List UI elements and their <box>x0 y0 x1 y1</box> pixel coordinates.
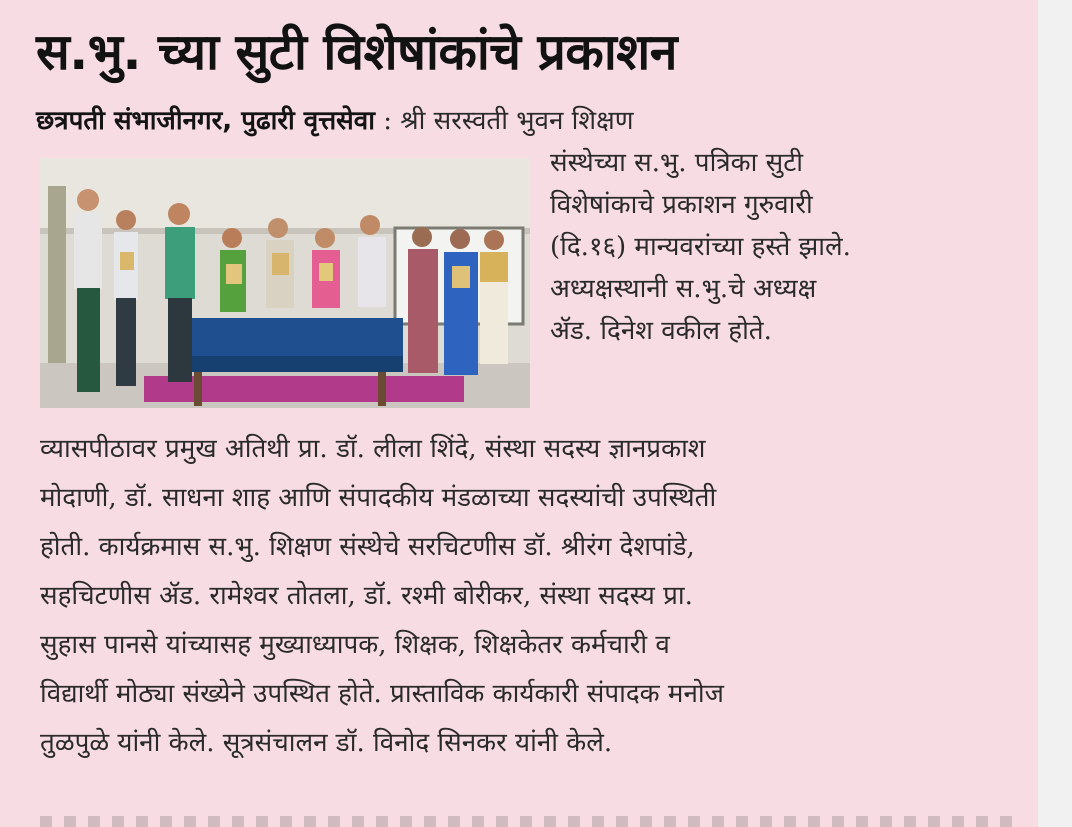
article-line-4: (दि.१६) मान्यवरांच्या हस्ते झाले. <box>550 232 851 262</box>
article-line-12: विद्यार्थी मोठ्या संख्येने उपस्थित होते. प्रास्ताविक कार्यकारी संपादक मनोज <box>40 679 724 709</box>
article-line-6: ॲड. दिनेश वकील होते. <box>550 316 772 346</box>
article-headline: स.भु. च्या सुटी विशेषांकांचे प्रकाशन <box>36 23 678 81</box>
article-line-3: विशेषांकाचे प्रकाशन गुरुवारी <box>550 190 813 220</box>
article-line-5: अध्यक्षस्थानी स.भु.चे अध्यक्ष <box>550 274 817 304</box>
article-line-11: सुहास पानसे यांच्यासह मुख्याध्यापक, शिक्षक, शिक्षकेतर कर्मचारी व <box>40 630 670 660</box>
article-line-7: व्यासपीठावर प्रमुख अतिथी प्रा. डॉ. लीला शिंदे, संस्था सदस्य ज्ञानप्रकाश <box>40 434 706 464</box>
article-line-13: तुळपुळे यांनी केले. सूत्रसंचालन डॉ. विनोद सिनकर यांनी केले. <box>40 728 613 758</box>
article-line-10: सहचिटणीस ॲड. रामेश्वर तोतला, डॉ. रश्मी बोरीकर, संस्था सदस्य प्रा. <box>40 581 693 611</box>
article-line-1: : श्री सरस्वती भुवन शिक्षण <box>383 106 634 136</box>
event-photo-illustration <box>40 158 530 408</box>
article-line-9: होती. कार्यक्रमास स.भु. शिक्षण संस्थेचे सरचिटणीस डॉ. श्रीरंग देशपांडे, <box>40 532 695 562</box>
cut-line-decoration <box>40 816 1020 827</box>
first-line <box>36 100 634 142</box>
right-margin <box>1038 0 1072 827</box>
event-photo <box>40 158 530 408</box>
article-line-2: संस्थेच्या स.भु. पत्रिका सुटी <box>550 148 804 178</box>
dateline: छत्रपती संभाजीनगर, पुढारी वृत्तसेवा <box>36 106 375 136</box>
article-line-8: मोदाणी, डॉ. साधना शाह आणि संपादकीय मंडळाच्या सदस्यांची उपस्थिती <box>40 483 717 513</box>
